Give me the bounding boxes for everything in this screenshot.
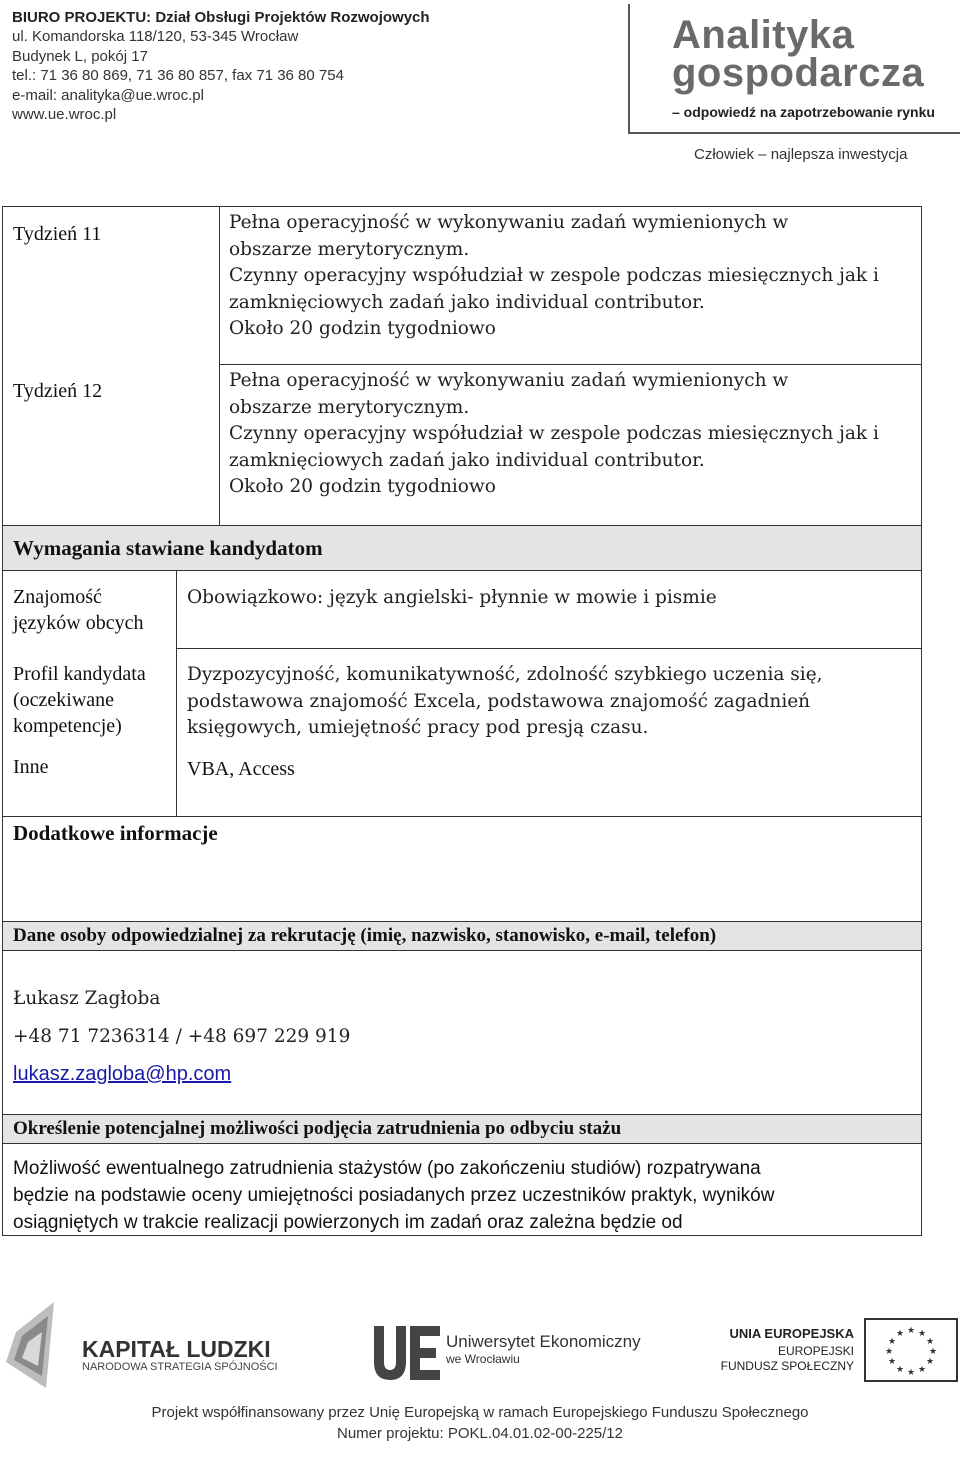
additional-info-box xyxy=(2,816,922,922)
svg-text:★: ★ xyxy=(887,1337,897,1347)
employment-text xyxy=(13,1155,774,1236)
week-12-label: Tydzień 12 xyxy=(13,380,103,402)
ue-emblem-icon xyxy=(372,1324,442,1382)
footer-note-cofinanced: Projekt współfinansowany przez Unię Europejską w ramach Europejskiego Funduszu Społecznego xyxy=(151,1404,809,1421)
week-11-description xyxy=(229,210,919,343)
column-divider xyxy=(176,571,177,816)
contact-phone: +48 71 7236314 / +48 697 229 919 xyxy=(13,1026,351,1047)
employment-line: Możliwość ewentualnego zatrudnienia stażystów (po zakończeniu studiów) rozpatrywana xyxy=(13,1158,761,1179)
other-value: VBA, Access xyxy=(187,758,295,780)
ue-line2: we Wrocławiu xyxy=(446,1352,520,1366)
eu-efs-logo xyxy=(720,1320,960,1390)
languages-label-line: języków obcych xyxy=(13,612,144,634)
requirements-heading: Wymagania stawiane kandydatom xyxy=(2,525,922,571)
eu-flag-icon xyxy=(864,1318,958,1382)
profile-label-line: kompetencje) xyxy=(13,715,122,737)
requirements-table xyxy=(2,570,922,817)
svg-text:★: ★ xyxy=(917,1329,927,1339)
office-address-line2: Budynek L, pokój 17 xyxy=(12,47,148,65)
office-phone: tel.: 71 36 80 869, 71 36 80 857, fax 71 36 80 754 xyxy=(12,67,344,85)
profile-label xyxy=(13,661,146,739)
svg-text:★: ★ xyxy=(887,1357,897,1367)
weeks-table xyxy=(2,206,922,526)
week-12-line: obszarze merytorycznym. xyxy=(229,396,470,418)
svg-text:★: ★ xyxy=(925,1337,935,1347)
kapital-ludzki-emblem-icon xyxy=(2,1302,64,1388)
week-11-line: Czynny operacyjny współudział w zespole podczas miesięcznych jak i xyxy=(229,265,879,287)
svg-text:★: ★ xyxy=(917,1365,927,1375)
svg-text:★: ★ xyxy=(906,1368,916,1378)
svg-text:★: ★ xyxy=(925,1357,935,1367)
office-header xyxy=(12,8,430,124)
week-12-line: Czynny operacyjny współudział w zespole podczas miesięcznych jak i xyxy=(229,423,879,445)
brand-title-line2: gospodarcza xyxy=(672,51,925,95)
brand-subtitle: – odpowiedź na zapotrzebowanie rynku xyxy=(672,104,935,120)
tagline: Człowiek – najlepsza inwestycja xyxy=(694,146,908,163)
footer-note-project-number: Numer projektu: POKL.04.01.02-00-225/12 xyxy=(336,1425,623,1442)
eu-line1: UNIA EUROPEJSKA xyxy=(729,1326,854,1341)
ue-line1: Uniwersytet Ekonomiczny xyxy=(446,1332,641,1351)
languages-label-line: Znajomość xyxy=(13,586,102,608)
week-12-line: Około 20 godzin tygodniowo xyxy=(229,476,496,498)
profile-value-line: księgowych, umiejętność pracy pod presją czasu. xyxy=(187,717,649,739)
profile-label-line: Profil kandydata xyxy=(13,663,146,685)
other-label: Inne xyxy=(13,756,49,778)
row-divider xyxy=(219,364,921,365)
week-11-line: obszarze merytorycznym. xyxy=(229,238,470,260)
employment-line: będzie na podstawie oceny umiejętności posiadanych przez uczestników praktyk, wyników xyxy=(13,1185,775,1206)
languages-label xyxy=(13,584,144,636)
contact-email-link[interactable]: lukasz.zagloba@hp.com xyxy=(13,1063,232,1085)
employment-box xyxy=(2,1143,922,1236)
kapital-ludzki-logo xyxy=(2,1302,292,1388)
week-11-line: Około 20 godzin tygodniowo xyxy=(229,318,496,340)
brand-logo xyxy=(672,13,925,95)
additional-info-heading: Dodatkowe informacje xyxy=(13,821,218,845)
ue-wroclaw-logo xyxy=(372,1324,642,1384)
contact-box xyxy=(2,950,922,1115)
week-11-label: Tydzień 11 xyxy=(13,223,102,245)
office-address-line1: ul. Komandorska 118/120, 53-345 Wrocław xyxy=(12,28,299,46)
kl-title: KAPITAŁ LUDZKI xyxy=(82,1336,271,1362)
contact-name: Łukasz Zagłoba xyxy=(13,988,161,1009)
week-11-line: zamknięciowych zadań jako individual contributor. xyxy=(229,291,705,313)
employment-line: osiągniętych w trakcie realizacji powierzonych im zadań oraz zależna będzie od xyxy=(13,1212,683,1233)
week-12-line: zamknięciowych zadań jako individual contributor. xyxy=(229,449,705,471)
brand-title-line1: Analityka xyxy=(672,13,855,57)
eu-line2: EUROPEJSKI xyxy=(777,1344,854,1358)
svg-text:★: ★ xyxy=(906,1326,916,1336)
profile-value-line: podstawowa znajomość Excela, podstawowa znajomość zagadnień xyxy=(187,690,811,712)
office-website: www.ue.wroc.pl xyxy=(12,106,117,124)
row-divider xyxy=(176,648,921,649)
column-divider xyxy=(219,207,220,525)
kl-subtitle: NARODOWA STRATEGIA SPÓJNOŚCI xyxy=(82,1361,278,1373)
week-11-line: Pełna operacyjność w wykonywaniu zadań wymienionych w xyxy=(229,212,789,233)
office-name: BIURO PROJEKTU: Dział Obsługi Projektów Rozwojowych xyxy=(12,9,430,26)
svg-text:★: ★ xyxy=(895,1329,905,1339)
contact-heading: Dane osoby odpowiedzialnej za rekrutację (imię, nazwisko, stanowisko, e-mail, telefon) xyxy=(2,921,922,951)
employment-heading: Określenie potencjalnej możliwości podjęcia zatrudnienia po odbyciu stażu xyxy=(2,1114,922,1144)
profile-label-line: (oczekiwane xyxy=(13,689,115,711)
eu-line3: FUNDUSZ SPOŁECZNY xyxy=(720,1359,854,1373)
profile-value-line: Dyzpozycyjność, komunikatywność, zdolność szybkiego uczenia się, xyxy=(187,664,823,685)
languages-value: Obowiązkowo: język angielski- płynnie w mowie i pismie xyxy=(187,587,717,608)
office-email: e-mail: analityka@ue.wroc.pl xyxy=(12,86,204,104)
svg-text:★: ★ xyxy=(884,1347,894,1357)
week-12-line: Pełna operacyjność w wykonywaniu zadań wymienionych w xyxy=(229,370,789,391)
svg-text:★: ★ xyxy=(895,1365,905,1375)
week-12-description xyxy=(229,368,919,501)
profile-value xyxy=(187,662,823,742)
svg-text:★: ★ xyxy=(928,1347,938,1357)
